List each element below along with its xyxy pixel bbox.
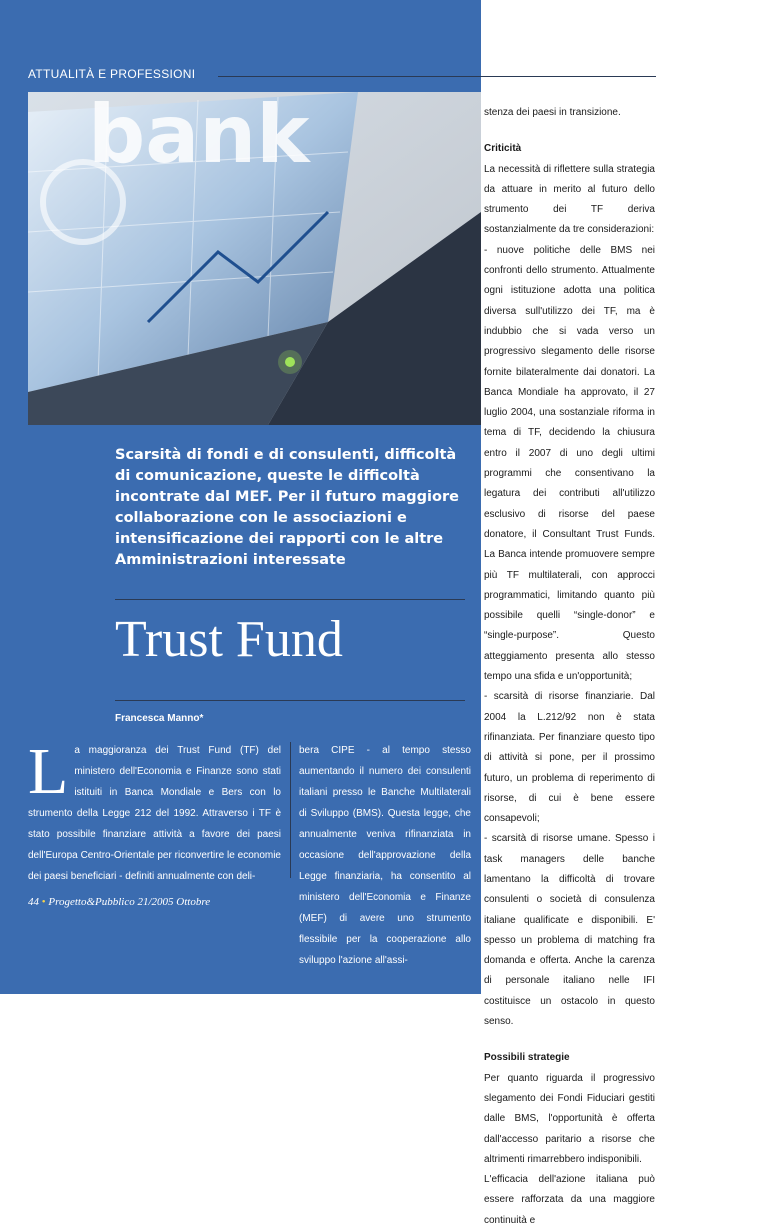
paragraph-5: Per quanto riguarda il progressivo slegamento dei Fondi Fiduciari gestiti dalle BMS, l'opportunità è offerta dall'accesso paritario a risorse che altrimenti rimarrebbero indisponibili. (484, 1072, 655, 1165)
photo-bank-text: bank (88, 92, 310, 181)
page-footer (28, 896, 210, 908)
column-divider (290, 742, 291, 878)
heading-criticita: Criticità (484, 143, 522, 155)
drop-cap: L (28, 735, 69, 808)
title-rule-top (115, 599, 465, 600)
body-column-1 (28, 735, 281, 887)
section-rule (218, 76, 656, 77)
body-column-2: bera CIPE - al tempo stesso aumentando il numero dei consulenti italiani presso le Banche Multilaterali di Sviluppo (BMS). Questa legge, che annualmente veniva rifinanziata in occasione dell'approvazione della Legge finanziaria, ha consentito al ministero dell'Economia e Finanze (MEF) di avere uno strumento flessibile per la cooperazione allo sviluppo l'azione all'assi- (299, 745, 471, 966)
heading-strategie: Possibili strategie (484, 1052, 570, 1064)
right-column (484, 103, 655, 1231)
body-column-1-text: a maggioranza dei Trust Fund (TF) del ministero dell'Economia e Finanze sono stati istituiti in Banca Mondiale e Bers con lo strumento della Legge 212 del 1992. Attraverso i TF è stato possibile finanziare attività a favore dei paesi dell'Europa Centro-Orientale per riconvertire le economie dei paesi beneficiari - definiti annualmente con deli- (28, 745, 281, 882)
section-label: ATTUALITÀ E PROFESSIONI (28, 67, 196, 81)
author-name: Francesca Manno* (115, 713, 204, 724)
article-title: Trust Fund (115, 611, 343, 668)
publication-name: Progetto&Pubblico 21/2005 Ottobre (48, 896, 211, 908)
title-rule-bottom (115, 700, 465, 701)
paragraph-3: - scarsità di risorse finanziarie. Dal 2004 la L.212/92 non è stata rifinanziata. Per finanziare questo tipo di attività si pone, per il prossimo futuro, un problema di reperimento di risorse, di cui è bene essere consapevoli; (484, 691, 655, 825)
paragraph-1: La necessità di riflettere sulla strategia da attuare in merito al futuro dello strumento dei TF deriva sostanzialmente da tre considerazioni: (484, 163, 655, 236)
bank-monitor-photo (28, 92, 481, 425)
page-number: 44 (28, 896, 39, 908)
paragraph-6: L'efficacia dell'azione italiana può essere rafforzata da una maggiore continuità e (484, 1174, 655, 1226)
paragraph-4: - scarsità di risorse umane. Spesso i task managers delle banche lamentano la difficoltà di trovare consulenti o società di consulenza italiane qualificate e disponibili. E' spesso un problema di matching fra domanda e offerta. Anche la carenza di personale italiano nelle IFI costituisce un ostacolo in questo senso. (484, 833, 655, 1028)
footer-bullet: • (41, 896, 46, 908)
article-subtitle: Scarsità di fondi e di consulenti, difficoltà di comunicazione, queste le difficoltà incontrate dal MEF. Per il futuro maggiore collaborazione con le associazioni e intensificazione dei rapporti con le altre Amministrazioni interessate (115, 447, 459, 568)
paragraph-2: - nuove politiche delle BMS nei confronti dello strumento. Attualmente ogni istituzione adotta una politica diversa sull'utilizzo dei TF, ma è indubbio che si vada verso un progressivo slegamento delle risorse fornite bilateralmente dai donatori. La Banca Mondiale ha approvato, il 27 luglio 2004, una sostanziale riforma in tema di TF, decidendo la chiusura entro il 2007 di uno degli ultimi programmi che consentivano la legatura dei contributi all'utilizzo esclusivo di risorse del paese donatore, il Consultant Trust Funds. La Banca intende promuovere sempre più TF multilaterali, con approcci programmatici, limitando quanto più possibile quelli “single-donor” e “single-purpose”. Questo atteggiamento presenta allo stesso tempo una sfida e un'opportunità; (484, 244, 655, 683)
right-intro: stenza dei paesi in transizione. (484, 107, 621, 118)
